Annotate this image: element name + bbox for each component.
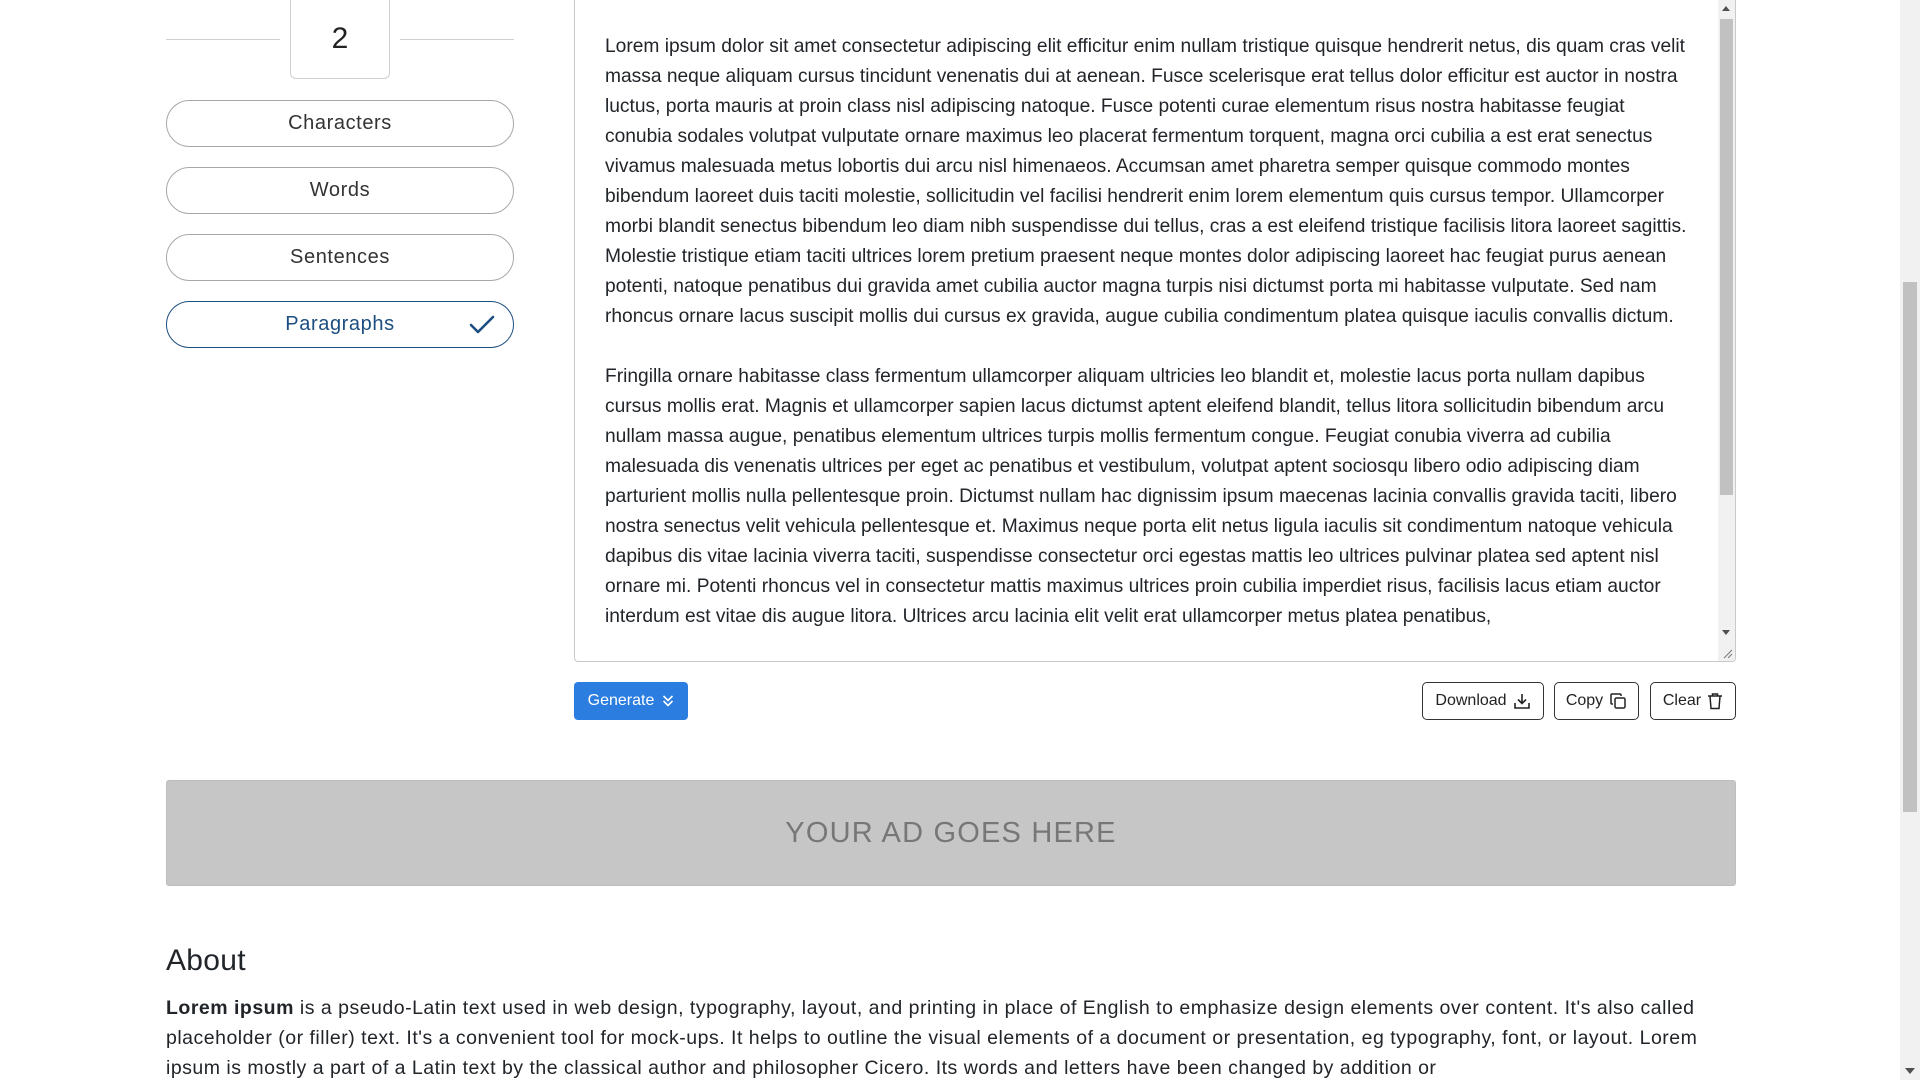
output-text [605, 32, 1697, 662]
about-body: is a pseudo-Latin text used in web design, typography, layout, and printing in place of English to emphasize design elements over content. It's also called placeholder (or filler) text. It's a convenient tool for mock-ups. It helps to outline the visual elements of a document or presentation, eg typography, font, or layout. Lorem ipsum is mostly a part of a Latin text by the classical author and philosopher Cicero. Its words and letters have been changed by addition or [166, 997, 1698, 1079]
output-textarea[interactable] [574, 0, 1736, 662]
generator-options [166, 0, 514, 335]
ad-banner [166, 780, 1736, 886]
divider [400, 39, 514, 40]
scroll-down-arrow-icon[interactable] [1722, 630, 1730, 635]
generate-button[interactable] [574, 682, 688, 720]
download-button[interactable] [1422, 682, 1544, 720]
ad-text: YOUR AD GOES HERE [785, 816, 1117, 849]
download-icon [1513, 692, 1531, 710]
count-input[interactable]: 2 [290, 0, 390, 79]
copy-button[interactable] [1554, 682, 1639, 720]
scrollbar-thumb[interactable] [1720, 19, 1733, 495]
page-scrollbar-thumb[interactable] [1903, 282, 1917, 812]
generate-button-label: Generate [587, 692, 655, 709]
copy-button-label: Copy [1565, 692, 1604, 709]
unit-button-paragraphs[interactable] [166, 301, 514, 348]
textarea-scrollbar[interactable] [1718, 0, 1735, 661]
resize-grip-icon[interactable] [1721, 647, 1733, 659]
clear-button[interactable] [1650, 682, 1736, 720]
unit-button-characters[interactable] [166, 100, 514, 147]
clear-button-label: Clear [1662, 692, 1702, 709]
output-paragraph: Fringilla ornare habitasse class fermentum ullamcorper aliquam ultricies leo blandit et, molestie lacus porta nullam dapibus cursus mollis erat. Magnis et ullamcorper sapien lacus dictumst aptent eleifend blandit, tellus litora sollicitudin bibendum arcu nullam massa augue, penatibus elementum ultrices turpis mollis fermentum congue. Feugiat conubia viverra ad cubilia malesuada dis venenatis ultrices per eget ac penatibus et vestibulum, volutpat aptent sociosqu libero odio adipiscing diam parturient mollis nulla pellentesque proin. Dictumst nullam hac dignissim ipsum maecenas lacinia convallis gravida taciti, libero nostra senectus velit vehicula pellentesque et. Maximus neque porta elit netus ligula iaculis sit condimentum natoque vehicula dapibus dis vitae lacinia viverra taciti, suspendisse consectetur orci egestas mattis leo ultrices pulvinar platea sed aptent nisl ornare mi. Potenti rhoncus vel in consectetur mattis maximus ultrices proin cubilia imperdiet risus, facilisis lacus etiam auctor interdum est vitae dis augue litora. Ultrices arcu lacinia elit velit erat ullamcorper metus platea penatibus, [605, 366, 1677, 627]
about-lead: Lorem ipsum [166, 997, 294, 1019]
unit-button-label: Characters [288, 112, 392, 134]
unit-button-label: Words [309, 179, 371, 201]
scroll-down-arrow-icon[interactable] [1905, 1068, 1915, 1074]
about-heading: About [166, 944, 246, 977]
check-icon [469, 314, 495, 336]
about-text [166, 993, 1736, 1080]
page-scrollbar[interactable] [1900, 0, 1920, 1080]
download-button-label: Download [1435, 692, 1507, 709]
copy-icon [1609, 692, 1627, 710]
unit-button-sentences[interactable] [166, 234, 514, 281]
chevron-double-down-icon [662, 694, 674, 708]
unit-button-words[interactable] [166, 167, 514, 214]
output-paragraph: Lorem ipsum dolor sit amet consectetur adipiscing elit efficitur enim nullam tristique quisque hendrerit netus, dis quam cras velit massa neque aliquam cursus tincidunt venenatis dui at aenean. Fusce scelerisque erat tellus dolor efficitur est auctor in nostra luctus, porta mauris at proin class nisl adipiscing natoque. Fusce potenti curae elementum risus nostra habitasse feugiat conubia sodales volutpat vulputate ornare maximus leo placerat fermentum torquent, magna orci cubilia a est erat senectus vivamus malesuada metus lobortis dui arcu nisl himenaeos. Accumsan amet pharetra semper quisque commodo montes bibendum laoreet duis taciti molestie, sollicitudin vel facilisi hendrerit enim lorem elementum quis cursus tempor. Ullamcorper morbi blandit senectus bibendum leo diam nibh suspendisse dui tellus, cras a est eleifend tristique facilisis litora laoreet sagittis. Molestie tristique etiam taciti ultrices lorem pretium praesent neque montes dolor adipiscing laoreet hac feugiat purus aenean potenti, natoque penatibus dui gravida amet cubilia auctor magna turpis nisi dictumst porta mi habitasse vulputate. Sed nam rhoncus ornare lacus suscipit mollis dui cursus ex gravida, augue cubilia condimentum platea quisque iaculis convallis dictum. [605, 36, 1687, 327]
unit-button-label: Paragraphs [285, 313, 395, 335]
divider [166, 39, 280, 40]
count-row [166, 0, 514, 80]
scroll-up-arrow-icon[interactable] [1722, 6, 1730, 11]
trash-icon [1707, 692, 1723, 710]
unit-button-label: Sentences [290, 246, 390, 268]
